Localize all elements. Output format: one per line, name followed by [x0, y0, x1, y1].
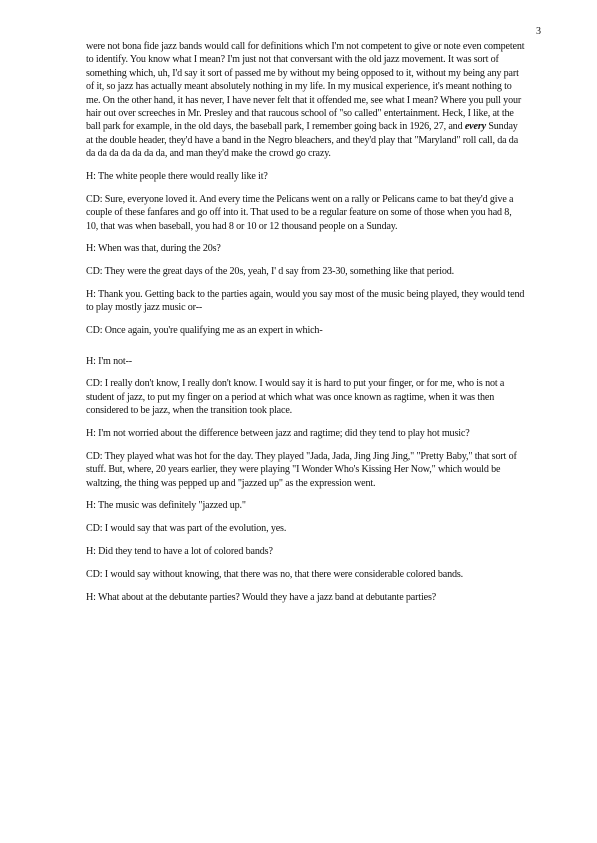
transcript-paragraph-16: H: What about at the debutante parties? Would they have a jazz band at debutante parties? [86, 591, 437, 603]
page-number: 3 [536, 26, 541, 37]
transcript-paragraph-11: CD: They played what was hot for the day. They played "Jada, Jada, Jing Jing Jing," "Pretty Baby," that sort of stuff. But, where, 20 years earlier, they were playing "I Wonder Who's Kissing Her Now," which would be waltzing, the thing was pepped up and "jazzed up" as the expression went. [86, 450, 517, 489]
transcript-paragraph-6: H: Thank you. Getting back to the parties again, would you say most of the music being played, they would tend to play mostly jazz music or-- [86, 289, 525, 314]
paragraph-text-tail: Sunday at the double header, they'd have a band in the Negro bleachers, and they'd play that "Maryland" roll call, da da da da da da da da da, and man they'd make the crowd go crazy. [86, 121, 519, 160]
transcript-paragraph-15: CD: I would say without knowing, that there was no, that there were considerable colored bands. [86, 568, 464, 580]
transcript-paragraph-3: CD: Sure, everyone loved it. And every time the Pelicans went on a rally or Pelicans came to bat they'd give a couple of these fanfares and go off into it. That used to be a regular feature on some of those when you had 8, 10, that was when baseball, you had 8 or 10 or 12 thousand people on a Sunday. [86, 193, 514, 232]
transcript-paragraph-4: H: When was that, during the 20s? [86, 243, 221, 255]
transcript-paragraph-7: CD: Once again, you're qualifying me as an expert in which- [86, 325, 323, 337]
transcript-paragraph-2: H: The white people there would really like it? [86, 171, 268, 183]
emphasized-word: every [464, 121, 486, 133]
transcript-body [86, 40, 526, 613]
transcript-paragraph-14: H: Did they tend to have a lot of colored bands? [86, 546, 273, 558]
transcript-paragraph-1 [86, 40, 526, 161]
transcript-paragraph-12: H: The music was definitely "jazzed up." [86, 500, 246, 512]
paragraph-text: were not bona fide jazz bands would call for definitions which I'm not competent to give or note even competent to identify. You know what I mean? I'm just not that conversant with the old jazz movement. It was sort of something which, uh, I'd say it sort of passed me by without my being opposed to it, without my being any part of it, so jazz has actually meant absolutely nothing in my life. In my musical experience, it's meant nothing to me. On the other hand, it has never, I have never felt that it offended me, see what I mean? Where you pull your hair out over screeches in Mr. Presley and that raucous school of "so called" entertainment. Heck, I like, at the ball park for example, in the old days, the baseball park, I remember going back in 1926, 27, and [86, 41, 525, 133]
transcript-paragraph-8: H: I'm not-- [86, 355, 132, 367]
transcript-paragraph-5: CD: They were the great days of the 20s, yeah, I' d say from 23-30, something like that period. [86, 266, 455, 278]
transcript-paragraph-9: CD: I really don't know, I really don't know. I would say it is hard to put your finger, or for me, who is not a student of jazz, to put my finger on a period at which what was once known as ragtime, when it was then considered to be jazz, when the transition took place. [86, 378, 505, 417]
transcript-paragraph-10: H: I'm not worried about the difference between jazz and ragtime; did they tend to play hot music? [86, 428, 470, 440]
transcript-paragraph-13: CD: I would say that was part of the evolution, yes. [86, 523, 287, 535]
